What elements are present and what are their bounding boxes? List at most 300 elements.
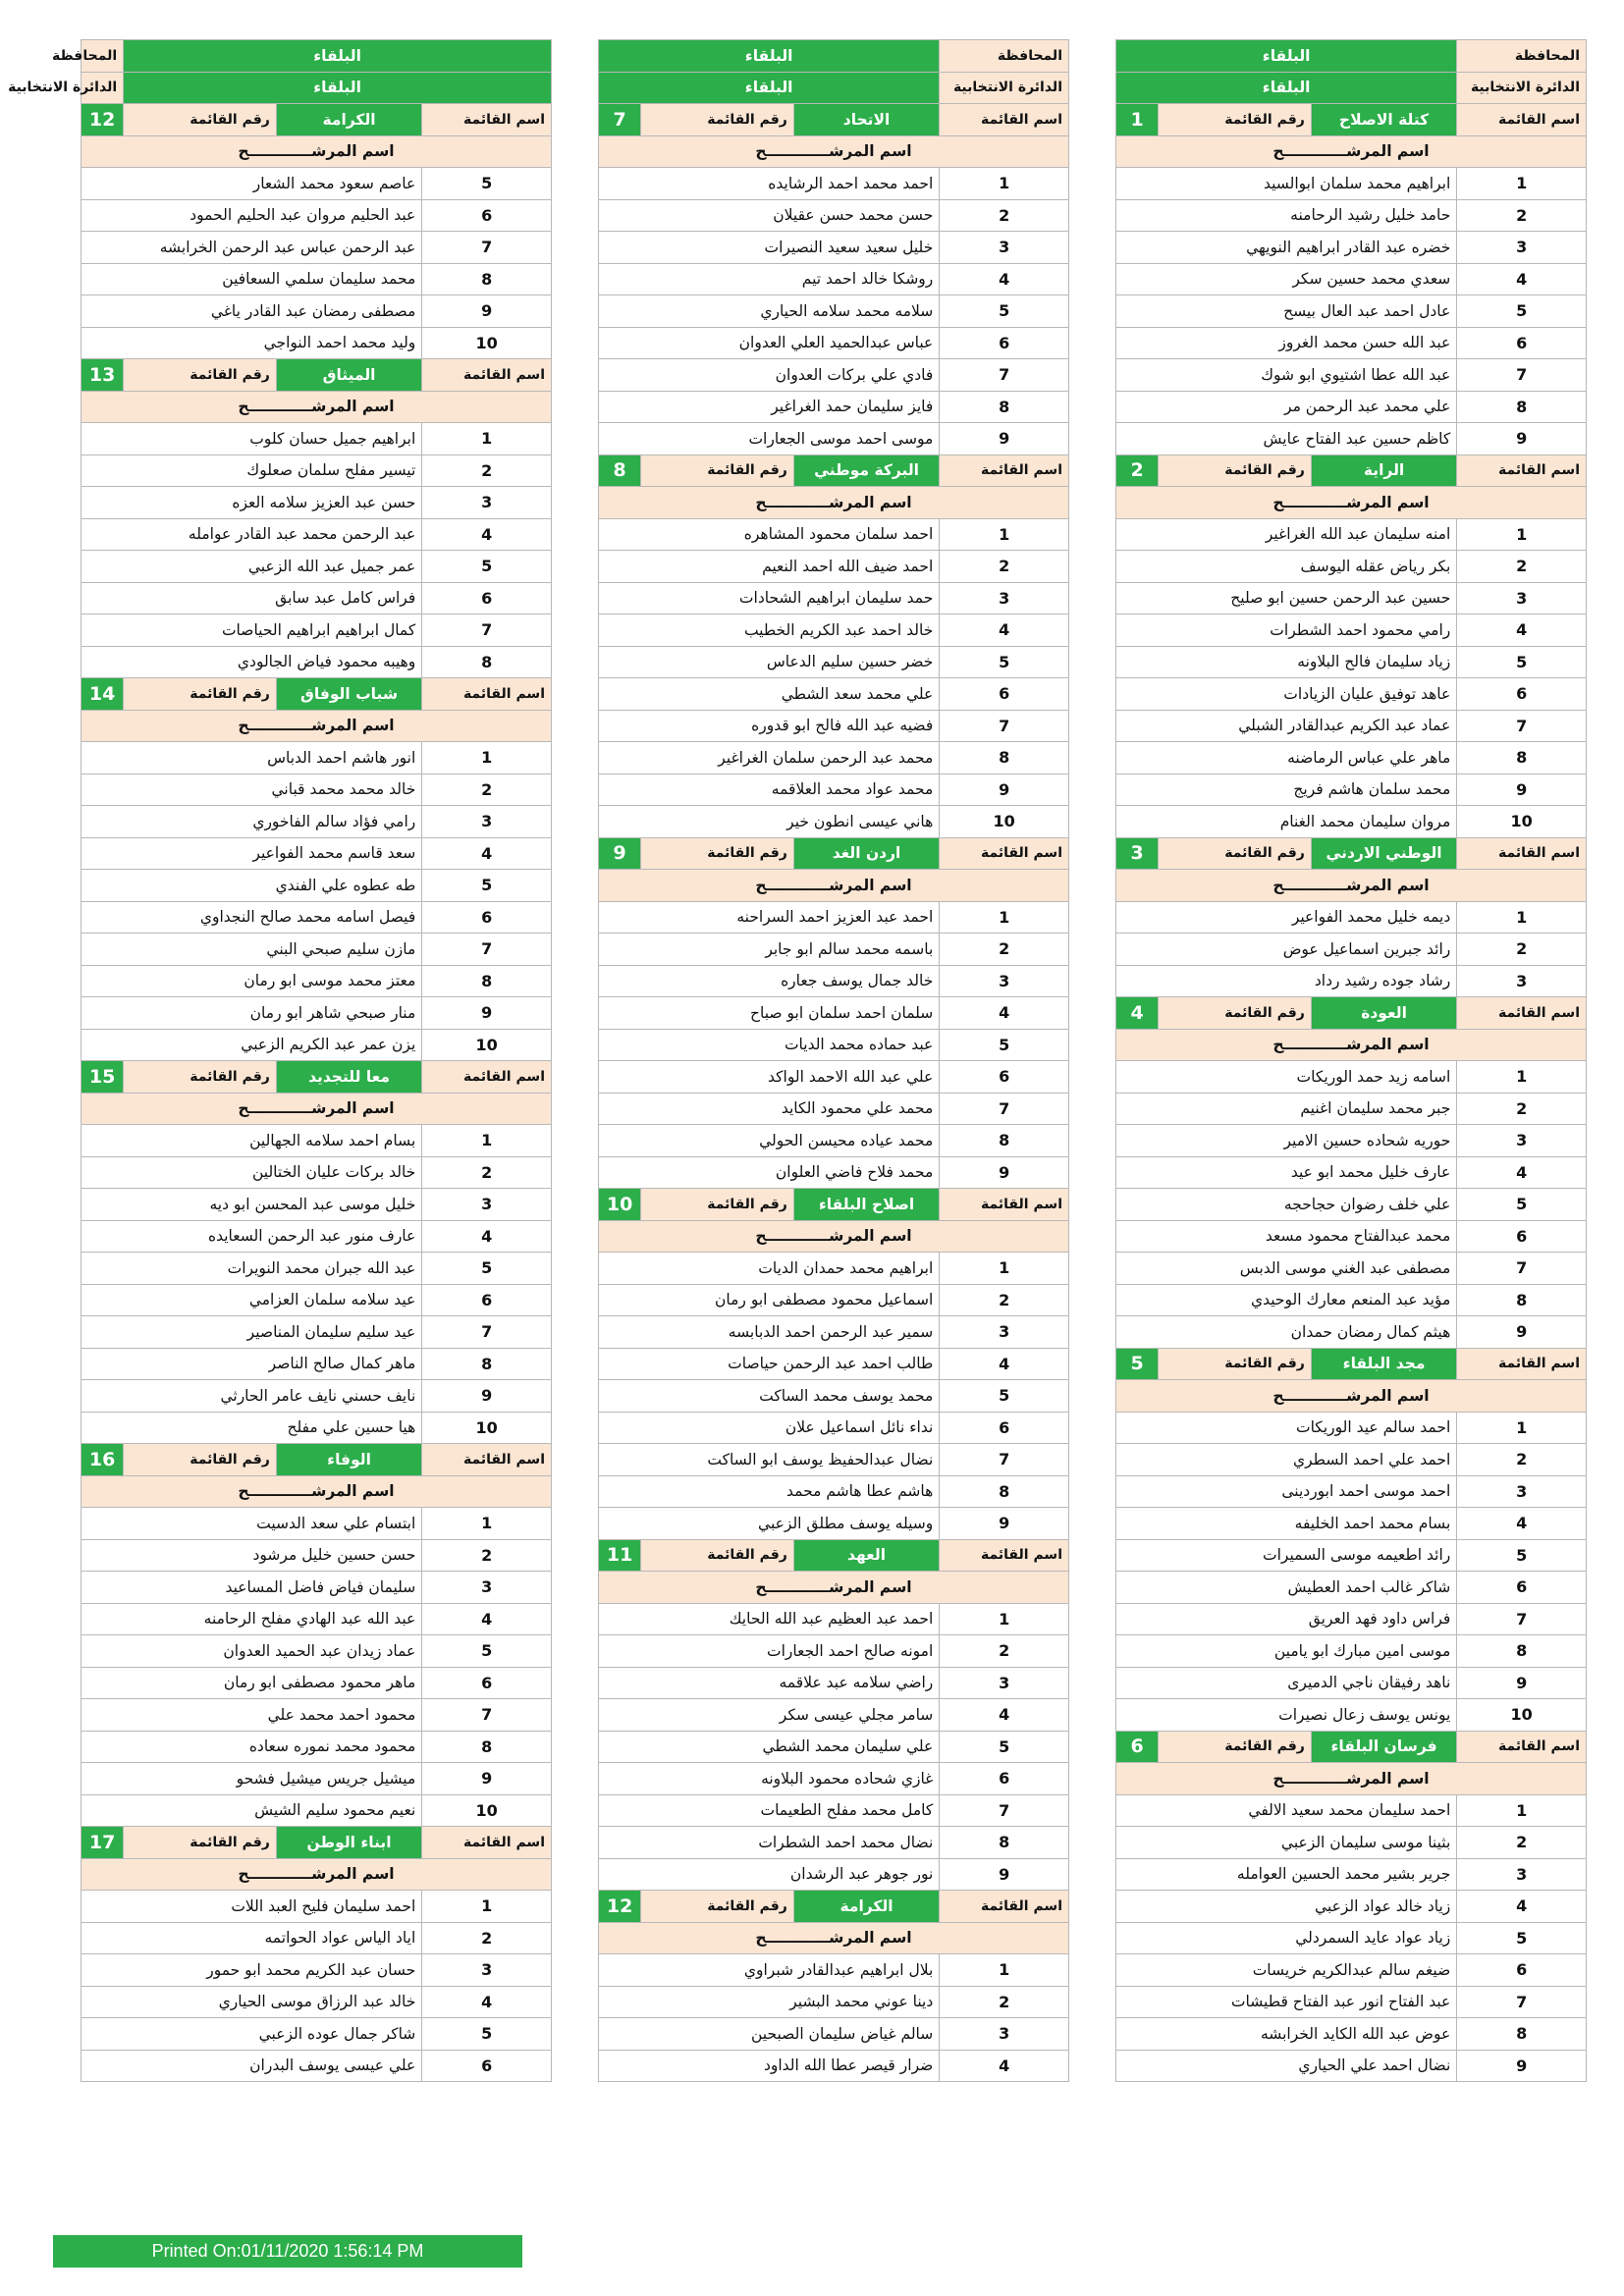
candidate-row	[599, 1093, 1069, 1125]
candidate-number: 8	[940, 742, 1069, 774]
list-number: 17	[81, 1827, 124, 1859]
candidate-header-row	[599, 487, 1069, 519]
candidate-name: نضال احمد علي الحياري	[1116, 2050, 1457, 2082]
candidate-number: 10	[940, 806, 1069, 838]
candidate-name: حسين عبد الرحمن حسين ابو صليح	[1116, 582, 1457, 614]
candidate-name: نور جوهر عبد الرشدان	[599, 1858, 940, 1891]
candidate-row	[1116, 1412, 1587, 1444]
candidate-row	[81, 1348, 552, 1380]
candidate-row	[81, 806, 552, 838]
candidate-row	[81, 1539, 552, 1572]
candidate-number: 5	[422, 551, 552, 583]
candidate-name: راضي سلامه عبد علاقمه	[599, 1667, 940, 1699]
candidate-name: باسمه محمد سالم ابو جابر	[599, 934, 940, 966]
candidate-name: كامل محمد مفلح الطعيمات	[599, 1794, 940, 1827]
candidate-name: تيسير مفلح سلمان صعلوك	[81, 454, 422, 487]
candidate-number: 6	[940, 1763, 1069, 1795]
candidate-row	[1116, 2050, 1587, 2082]
list-number: 15	[81, 1061, 124, 1094]
candidate-row	[81, 1125, 552, 1157]
candidate-number: 4	[422, 1986, 552, 2018]
candidate-row	[599, 199, 1069, 232]
candidate-number: 9	[1457, 1667, 1587, 1699]
list-name-label: اسم القائمة	[422, 1061, 552, 1094]
candidate-row	[599, 1667, 1069, 1699]
candidate-row	[1116, 327, 1587, 359]
candidate-number: 7	[422, 1316, 552, 1349]
candidate-number: 6	[940, 678, 1069, 711]
candidate-name: فضيه عبد الله فالح ابو قدوره	[599, 710, 940, 742]
candidate-name: ديمه خليل محمد الفواعير	[1116, 901, 1457, 934]
candidate-row	[81, 327, 552, 359]
candidate-number: 3	[940, 232, 1069, 264]
candidate-name: ماهر كمال صالح الناصر	[81, 1348, 422, 1380]
candidate-number: 1	[1457, 168, 1587, 200]
candidate-row	[599, 1253, 1069, 1285]
candidate-number: 7	[422, 1699, 552, 1732]
candidate-number: 7	[1457, 1986, 1587, 2018]
candidate-name-header: اسم المرشــــــــــــح	[599, 1572, 1069, 1604]
list-header-row	[1116, 1348, 1587, 1380]
candidate-number: 8	[422, 1348, 552, 1380]
candidate-name-header: اسم المرشــــــــــــح	[1116, 135, 1587, 168]
list-number-label: رقم القائمة	[124, 1827, 277, 1859]
list-number-label: رقم القائمة	[641, 1539, 794, 1572]
candidate-row	[599, 614, 1069, 647]
candidate-name: خليل سعيد سعيد النصيرات	[599, 232, 940, 264]
list-name: الاتحاد	[793, 104, 939, 136]
candidate-row	[81, 934, 552, 966]
candidate-name: نضال محمد احمد الشطرات	[599, 1827, 940, 1859]
candidate-name: مصطفى عبد الغني موسى الدبس	[1116, 1253, 1457, 1285]
candidate-row	[1116, 423, 1587, 455]
candidate-row	[599, 742, 1069, 774]
list-header-row	[81, 1444, 552, 1476]
candidate-number: 1	[422, 1891, 552, 1923]
candidate-row	[81, 1508, 552, 1540]
candidate-number: 3	[1457, 965, 1587, 997]
list-header-row	[1116, 454, 1587, 487]
candidate-row	[1116, 1093, 1587, 1125]
candidate-row	[1116, 965, 1587, 997]
list-name: كتلة الاصلاح	[1311, 104, 1456, 136]
candidate-name: احمد علي احمد السطري	[1116, 1444, 1457, 1476]
candidate-row	[1116, 1667, 1587, 1699]
candidate-number: 6	[1457, 1572, 1587, 1604]
candidate-number: 2	[1457, 934, 1587, 966]
candidate-row	[1116, 232, 1587, 264]
candidate-row	[599, 295, 1069, 328]
candidate-number: 1	[422, 742, 552, 774]
candidate-number: 9	[422, 997, 552, 1030]
candidate-name-header: اسم المرشــــــــــــح	[599, 1922, 1069, 1954]
candidate-name: مروان سليمان محمد الغنام	[1116, 806, 1457, 838]
candidate-name: فادي علي بركات العدوان	[599, 359, 940, 392]
candidate-row	[599, 1348, 1069, 1380]
candidate-row	[1116, 742, 1587, 774]
governorate-value: البلقاء	[124, 40, 552, 73]
candidate-number: 7	[422, 614, 552, 647]
candidate-number: 8	[1457, 742, 1587, 774]
candidate-name: احمد ضيف الله احمد النعيم	[599, 551, 940, 583]
candidate-header-row	[1116, 870, 1587, 902]
candidate-row	[599, 1794, 1069, 1827]
candidate-name: محمد عياده محيسن الحولي	[599, 1125, 940, 1157]
candidate-row	[81, 1699, 552, 1732]
candidate-number: 9	[940, 1156, 1069, 1189]
candidate-number: 5	[1457, 1189, 1587, 1221]
candidate-row	[81, 1253, 552, 1285]
candidate-number: 5	[422, 1253, 552, 1285]
candidate-name: بسام محمد احمد الخليفه	[1116, 1508, 1457, 1540]
candidate-name: روشكا خالد احمد تيم	[599, 263, 940, 295]
candidate-row	[599, 1603, 1069, 1635]
candidate-name: رامي محمود احمد الشطرات	[1116, 614, 1457, 647]
candidate-row	[599, 1954, 1069, 1987]
candidate-number: 3	[422, 806, 552, 838]
candidate-name: احمد سالم عيد الوريكات	[1116, 1412, 1457, 1444]
candidate-name: بثينا موسى سليمان الزعبي	[1116, 1827, 1457, 1859]
candidate-name: عبد الفتاح انور عبد الفتاح قطيشات	[1116, 1986, 1457, 2018]
candidate-row	[1116, 1061, 1587, 1094]
candidate-row	[599, 1858, 1069, 1891]
candidate-number: 5	[940, 295, 1069, 328]
list-number: 5	[1116, 1348, 1159, 1380]
candidate-header-row	[81, 391, 552, 423]
candidate-name: كاظم حسين عبد الفتاح عايش	[1116, 423, 1457, 455]
candidate-number: 6	[1457, 1220, 1587, 1253]
list-number-label: رقم القائمة	[641, 1189, 794, 1221]
candidate-number: 5	[1457, 295, 1587, 328]
list-number-label: رقم القائمة	[641, 837, 794, 870]
list-number-label: رقم القائمة	[124, 359, 277, 392]
candidate-row	[599, 646, 1069, 678]
candidate-name: فيصل اسامه محمد صالح النجداوي	[81, 901, 422, 934]
candidate-row	[81, 1572, 552, 1604]
candidate-name: وسيله يوسف مطلق الزعبي	[599, 1508, 940, 1540]
candidate-name: علي عبد الله الاحمد الواكد	[599, 1061, 940, 1094]
candidate-row	[1116, 934, 1587, 966]
candidate-number: 3	[1457, 232, 1587, 264]
candidate-row	[81, 2018, 552, 2051]
candidate-name-header: اسم المرشــــــــــــح	[1116, 1029, 1587, 1061]
governorate-row	[81, 40, 552, 73]
candidate-number: 8	[422, 646, 552, 678]
candidate-name: محمد سليمان سلمي السعافين	[81, 263, 422, 295]
candidate-name: ابتسام علي سعد الدسيت	[81, 1508, 422, 1540]
candidate-name: خليل موسى عبد المحسن ابو ديه	[81, 1189, 422, 1221]
candidate-name: سعد قاسم محمد الفواعير	[81, 837, 422, 870]
candidate-name: خضره عبد القادر ابراهيم النويهي	[1116, 232, 1457, 264]
candidate-name: سالم غياض سليمان الصبحين	[599, 2018, 940, 2051]
candidate-name-header: اسم المرشــــــــــــح	[1116, 870, 1587, 902]
candidate-row	[599, 423, 1069, 455]
lists-table	[8, 39, 552, 2082]
list-name: فرسان البلقاء	[1311, 1731, 1456, 1763]
candidate-number: 4	[422, 837, 552, 870]
list-number: 4	[1116, 997, 1159, 1030]
candidate-name: هاشم عطا هاشم محمد	[599, 1475, 940, 1508]
list-header-row	[1116, 837, 1587, 870]
list-name-label: اسم القائمة	[1457, 1348, 1587, 1380]
list-name: البركة موطني	[793, 454, 939, 487]
candidate-number: 8	[940, 391, 1069, 423]
candidate-header-row	[599, 1922, 1069, 1954]
candidate-number: 7	[1457, 359, 1587, 392]
candidate-name: دينا عوني محمد البشير	[599, 1986, 940, 2018]
candidate-header-row	[81, 710, 552, 742]
candidate-name-header: اسم المرشــــــــــــح	[81, 1475, 552, 1508]
candidate-number: 2	[1457, 199, 1587, 232]
candidate-row	[1116, 295, 1587, 328]
candidate-name: امونه صالح احمد الجعارات	[599, 1635, 940, 1668]
candidate-number: 7	[422, 934, 552, 966]
candidate-number: 3	[940, 582, 1069, 614]
candidate-number: 5	[422, 870, 552, 902]
candidate-name: ابراهيم محمد حمدان الديات	[599, 1253, 940, 1285]
candidate-number: 2	[422, 1922, 552, 1954]
list-name-label: اسم القائمة	[940, 1539, 1069, 1572]
candidate-number: 4	[1457, 614, 1587, 647]
candidate-name: رائد اطعيمه موسى السميرات	[1116, 1539, 1457, 1572]
list-name: الكرامة	[793, 1891, 939, 1923]
candidate-name: عارف خليل محمد ابو عيد	[1116, 1156, 1457, 1189]
candidate-name: حوريه شحاده حسين الامير	[1116, 1125, 1457, 1157]
candidate-number: 7	[1457, 1603, 1587, 1635]
candidate-name: مازن سليم صبحي البني	[81, 934, 422, 966]
candidate-row	[599, 1125, 1069, 1157]
candidate-row	[81, 901, 552, 934]
candidate-name: عماد عبد الكريم عبدالقادر الشبلي	[1116, 710, 1457, 742]
candidate-number: 3	[1457, 1475, 1587, 1508]
candidate-number: 8	[422, 263, 552, 295]
candidate-name: عارف منور عبد الرحمن السعايده	[81, 1220, 422, 1253]
candidate-header-row	[599, 135, 1069, 168]
candidate-row	[1116, 518, 1587, 551]
candidate-number: 2	[1457, 1827, 1587, 1859]
list-name: الميثاق	[276, 359, 421, 392]
candidate-number: 6	[422, 1284, 552, 1316]
candidate-row	[1116, 1316, 1587, 1349]
candidate-name: عوض عبد الله الكايد الخرابشه	[1116, 2018, 1457, 2051]
candidate-row	[1116, 359, 1587, 392]
candidate-number: 8	[940, 1475, 1069, 1508]
candidate-number: 3	[422, 1572, 552, 1604]
candidate-name-header: اسم المرشــــــــــــح	[599, 1220, 1069, 1253]
column-middle	[598, 39, 1069, 2082]
candidate-number: 9	[940, 1508, 1069, 1540]
candidate-name: طه عطوه علي الفندي	[81, 870, 422, 902]
candidate-number: 10	[422, 1029, 552, 1061]
list-number-label: رقم القائمة	[641, 104, 794, 136]
candidate-number: 1	[1457, 1061, 1587, 1094]
candidate-number: 3	[940, 965, 1069, 997]
candidate-number: 9	[1457, 423, 1587, 455]
district-label: الدائرة الانتخابية	[1457, 72, 1587, 104]
list-header-row	[1116, 997, 1587, 1030]
list-name-label: اسم القائمة	[422, 359, 552, 392]
candidate-row	[1116, 678, 1587, 711]
candidate-number: 9	[422, 295, 552, 328]
list-number: 1	[1116, 104, 1159, 136]
candidate-name: ماهر محمود مصطفى ابو رمان	[81, 1667, 422, 1699]
list-name: الوطني الاردني	[1311, 837, 1456, 870]
candidate-name: احمد عبد العظيم عبد الله الحايك	[599, 1603, 940, 1635]
list-name: الوفاء	[276, 1444, 421, 1476]
candidate-number: 9	[1457, 2050, 1587, 2082]
district-value: البلقاء	[599, 72, 940, 104]
candidate-row	[599, 806, 1069, 838]
list-name-label: اسم القائمة	[940, 837, 1069, 870]
candidate-row	[1116, 1444, 1587, 1476]
candidate-name: وهيبه محمود فياض الجالودي	[81, 646, 422, 678]
candidate-name: بلال ابراهيم عبدالقادر شبراوي	[599, 1954, 940, 1987]
candidate-number: 9	[940, 1858, 1069, 1891]
candidate-name: خالد بركات عليان الختالين	[81, 1156, 422, 1189]
candidate-row	[81, 1922, 552, 1954]
candidate-row	[599, 1508, 1069, 1540]
candidate-row	[81, 774, 552, 806]
candidate-number: 7	[940, 359, 1069, 392]
candidate-row	[599, 1827, 1069, 1859]
candidate-row	[1116, 1253, 1587, 1285]
candidate-name: حسن عبد العزيز سلامه العزه	[81, 487, 422, 519]
candidate-number: 2	[940, 551, 1069, 583]
candidate-row	[1116, 646, 1587, 678]
candidate-name: رامي فؤاد سالم الفاخوري	[81, 806, 422, 838]
list-name-label: اسم القائمة	[422, 678, 552, 711]
candidate-number: 7	[1457, 1253, 1587, 1285]
candidate-row	[81, 646, 552, 678]
list-name: اصلاح البلقاء	[793, 1189, 939, 1221]
candidate-name: موسى امين مبارك ابو يامين	[1116, 1635, 1457, 1668]
candidate-row	[81, 742, 552, 774]
candidate-name: عاصم سعود محمد الشعار	[81, 168, 422, 200]
candidate-name: خالد عبد الرزاق موسى الحياري	[81, 1986, 422, 2018]
candidate-number: 4	[1457, 1891, 1587, 1923]
candidate-number: 2	[940, 1635, 1069, 1668]
candidate-number: 4	[422, 518, 552, 551]
list-name-label: اسم القائمة	[940, 104, 1069, 136]
candidate-name-header: اسم المرشــــــــــــح	[1116, 1380, 1587, 1413]
candidate-number: 6	[1457, 1954, 1587, 1987]
candidate-number: 5	[940, 1731, 1069, 1763]
candidate-name: زياد سليمان فالح البلاونه	[1116, 646, 1457, 678]
candidate-row	[599, 1412, 1069, 1444]
candidate-row	[599, 901, 1069, 934]
list-name-label: اسم القائمة	[1457, 454, 1587, 487]
candidate-number: 5	[940, 1380, 1069, 1413]
candidate-number: 2	[940, 934, 1069, 966]
candidate-number: 10	[422, 1794, 552, 1827]
candidate-row	[1116, 168, 1587, 200]
candidate-row	[599, 1444, 1069, 1476]
candidate-number: 3	[422, 1954, 552, 1987]
candidate-number: 6	[940, 1412, 1069, 1444]
list-header-row	[599, 837, 1069, 870]
candidate-number: 6	[940, 1061, 1069, 1094]
candidate-number: 8	[422, 1731, 552, 1763]
candidate-name: غازي شحاده محمود البلاونه	[599, 1763, 940, 1795]
list-header-row	[81, 104, 552, 136]
candidate-row	[81, 1603, 552, 1635]
candidate-number: 10	[1457, 1699, 1587, 1732]
candidate-row	[599, 232, 1069, 264]
candidate-name: طالب احمد عبد الرحمن حياصات	[599, 1348, 940, 1380]
candidate-row	[81, 1667, 552, 1699]
candidate-number: 6	[422, 2050, 552, 2082]
district-label: الدائرة الانتخابية	[81, 72, 124, 104]
candidate-row	[599, 997, 1069, 1030]
list-number-label: رقم القائمة	[124, 1061, 277, 1094]
candidate-name: عمر جميل عبد الله الزعبي	[81, 551, 422, 583]
lists-table	[1115, 39, 1587, 2082]
candidate-name: ناهد رفيقان ناجي الدميرى	[1116, 1667, 1457, 1699]
candidate-name: عماد زيدان عبد الحميد العدوان	[81, 1635, 422, 1668]
candidate-number: 3	[1457, 1125, 1587, 1157]
candidate-number: 1	[940, 901, 1069, 934]
list-number: 2	[1116, 454, 1159, 487]
candidate-row	[599, 774, 1069, 806]
candidate-number: 1	[1457, 901, 1587, 934]
candidate-name: وليد محمد احمد النواجي	[81, 327, 422, 359]
candidate-header-row	[1116, 1380, 1587, 1413]
candidate-number: 1	[1457, 1412, 1587, 1444]
candidate-row	[81, 1763, 552, 1795]
candidate-number: 1	[422, 1508, 552, 1540]
candidate-row	[1116, 1220, 1587, 1253]
candidate-number: 2	[1457, 1093, 1587, 1125]
candidate-name: ضيغم سالم عبدالكريم خريسات	[1116, 1954, 1457, 1987]
candidate-number: 6	[422, 901, 552, 934]
candidate-number: 8	[422, 965, 552, 997]
candidate-row	[81, 1891, 552, 1923]
list-name: الراية	[1311, 454, 1456, 487]
candidate-name: جبر محمد سليمان اغنيم	[1116, 1093, 1457, 1125]
candidate-row	[1116, 582, 1587, 614]
candidate-name-header: اسم المرشــــــــــــح	[81, 1858, 552, 1891]
list-name: اردن الغد	[793, 837, 939, 870]
candidate-row	[81, 199, 552, 232]
list-header-row	[81, 1061, 552, 1094]
candidate-number: 5	[422, 168, 552, 200]
candidate-row	[81, 1220, 552, 1253]
candidate-name: ميشيل جريس ميشيل فشحو	[81, 1763, 422, 1795]
candidate-row	[1116, 710, 1587, 742]
candidate-row	[81, 454, 552, 487]
candidate-number: 7	[940, 710, 1069, 742]
list-number-label: رقم القائمة	[1159, 104, 1312, 136]
candidate-row	[81, 965, 552, 997]
candidate-row	[599, 582, 1069, 614]
candidate-row	[1116, 1891, 1587, 1923]
candidate-row	[81, 1284, 552, 1316]
governorate-row	[1116, 40, 1587, 73]
candidate-row	[81, 1731, 552, 1763]
candidate-name: معتز محمد موسى ابو رمان	[81, 965, 422, 997]
candidate-header-row	[599, 1220, 1069, 1253]
candidate-number: 1	[940, 168, 1069, 200]
candidate-row	[1116, 1284, 1587, 1316]
candidate-row	[81, 1412, 552, 1444]
candidate-name: بكر رياض عقله اليوسف	[1116, 551, 1457, 583]
candidate-name: شاكر غالب احمد العطيش	[1116, 1572, 1457, 1604]
candidate-header-row	[1116, 487, 1587, 519]
candidate-name: هيثم كمال رمضان حمدان	[1116, 1316, 1457, 1349]
candidate-row	[599, 518, 1069, 551]
candidate-header-row	[81, 1093, 552, 1125]
candidate-name: ماهر علي عباس الرماضنه	[1116, 742, 1457, 774]
